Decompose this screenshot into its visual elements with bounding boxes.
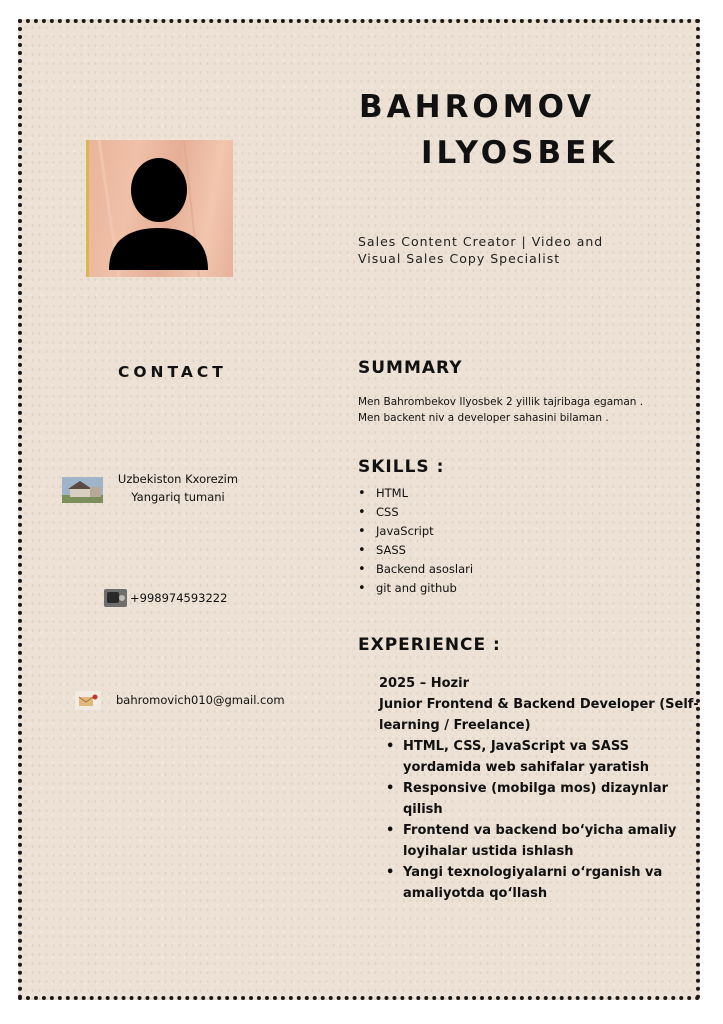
experience-entry bbox=[379, 673, 699, 904]
experience-bullet: • HTML, CSS, JavaScript va SASS yordamida web sahifalar yaratish bbox=[403, 736, 699, 778]
skill-item: • git and github bbox=[358, 579, 473, 598]
name-second-line: ILYOSBEK bbox=[421, 135, 619, 171]
skills-list bbox=[358, 484, 473, 598]
skill-item: • HTML bbox=[358, 484, 473, 503]
skills-heading: SKILLS : bbox=[358, 457, 445, 477]
email-address: bahromovich010@gmail.com bbox=[116, 693, 285, 707]
experience-bullets bbox=[379, 736, 699, 904]
name-first-line: BAHROMOV bbox=[359, 89, 596, 125]
location-line-2: Yangariq tumani bbox=[131, 490, 225, 504]
experience-bullet: • Yangi texnologiyalarni o‘rganish va amaliyotda qo‘llash bbox=[403, 862, 699, 904]
experience-period: 2025 – Hozir bbox=[379, 676, 469, 691]
profile-photo bbox=[86, 140, 233, 277]
skill-item: • Backend asoslari bbox=[358, 560, 473, 579]
house-photo-icon bbox=[62, 477, 103, 503]
avatar-silhouette-icon bbox=[89, 140, 233, 277]
experience-bullet: • Frontend va backend bo‘yicha amaliy loyihalar ustida ishlash bbox=[403, 820, 699, 862]
experience-heading: EXPERIENCE : bbox=[358, 635, 501, 655]
location bbox=[108, 470, 248, 506]
phone-number: +998974593222 bbox=[130, 591, 228, 605]
summary-heading: SUMMARY bbox=[358, 358, 463, 378]
job-subtitle: Sales Content Creator | Video and Visual Sales Copy Specialist bbox=[358, 234, 604, 266]
summary-line-1: Men Bahrombekov Ilyosbek 2 yillik tajribaga egaman . bbox=[358, 396, 644, 408]
summary-line-2: Men backent niv a developer sahasini bilaman . bbox=[358, 412, 609, 424]
summary-text bbox=[358, 394, 678, 426]
skill-item: • JavaScript bbox=[358, 522, 473, 541]
contact-heading: CONTACT bbox=[118, 363, 227, 381]
skill-item: • SASS bbox=[358, 541, 473, 560]
experience-role: Junior Frontend & Backend Developer (Self-learning / Freelance) bbox=[379, 697, 699, 733]
phone-photo-icon bbox=[104, 589, 127, 607]
resume-page bbox=[18, 19, 700, 1000]
skill-item: • CSS bbox=[358, 503, 473, 522]
location-line-1: Uzbekiston Kxorezim bbox=[117, 472, 239, 486]
mail-photo-icon bbox=[75, 691, 101, 710]
experience-bullet: • Responsive (mobilga mos) dizaynlar qilish bbox=[403, 778, 699, 820]
